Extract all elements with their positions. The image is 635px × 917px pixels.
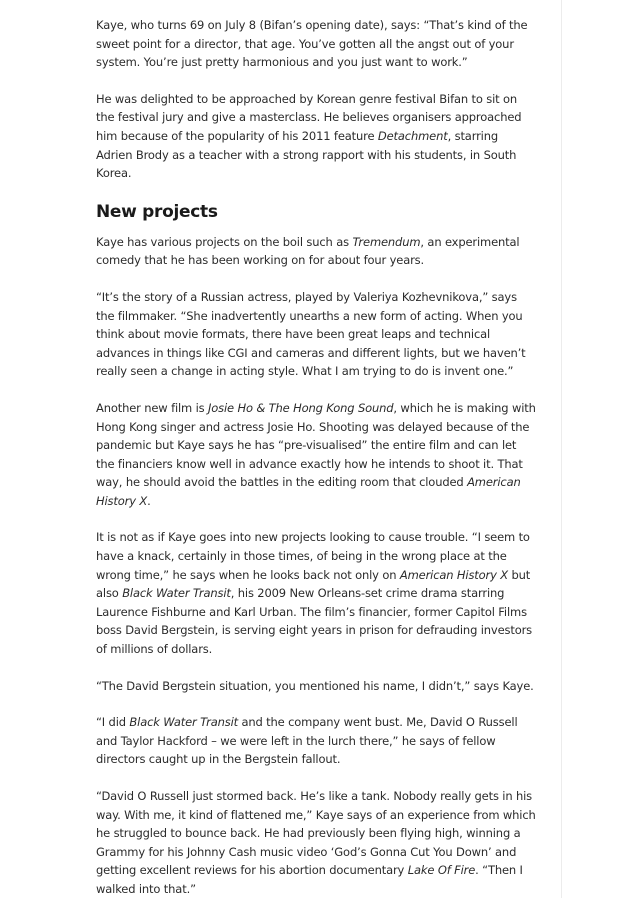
film-title: Josie Ho & The Hong Kong Sound <box>208 400 394 415</box>
paragraph-9: “David O Russell just stormed back. He’s like a tank. Nobody really gets in his way. With me, it kind of flattened me,” Kaye says of an experience from which he struggled to bounce back. He had previously been flying high, winning a Grammy for his Johnny Cash music video ‘God’s Gonna Cut You Down’ and getting excellent reviews for his abortion documentary Lake Of Fire. “Then I walked into that.” <box>96 789 536 896</box>
film-title: Detachment <box>377 128 448 143</box>
paragraph-3: Kaye has various projects on the boil such as Tremendum, an experimental comedy that he has been working on for about four years. <box>96 234 520 268</box>
paragraph-5: Another new film is Josie Ho & The Hong Kong Sound, which he is making with Hong Kong singer and actress Josie Ho. Shooting was delayed because of the pandemic but Kaye says he has “pre-visualised” the entire film and can let the financiers know well in advance exactly how he intends to shoot it. That way, he should avoid the battles in the editing room that clouded American History X. <box>96 400 536 508</box>
paragraph-1: Kaye, who turns 69 on July 8 (Bifan’s opening date), says: “That’s kind of the sweet point for a director, that age. You’ve gotten all the angst out of your system. You’re just pretty harmonious and you just want to work.” <box>96 18 528 70</box>
film-title: Black Water Transit <box>122 586 231 601</box>
film-title: Black Water Transit <box>129 715 238 730</box>
film-title: American History X <box>96 475 521 508</box>
film-title: Lake Of Fire <box>407 863 476 878</box>
paragraph-6: It is not as if Kaye goes into new projects looking to cause trouble. “I seem to have a knack, certainly in those times, of being in the wrong place at the wrong time,” he says when he looks back not only on American History X but also Black Water Transit, his 2009 New Orleans-set crime drama starring Laurence Fishburne and Karl Urban. The film’s financier, former Capitol Films boss David Bergstein, is serving eight years in prison for defrauding investors of millions of dollars. <box>96 530 532 657</box>
article-body <box>96 16 536 917</box>
paragraph-4: “It’s the story of a Russian actress, played by Valeriya Kozhevnikova,” says the filmmaker. “She inadvertently unearths a new form of acting. When you think about movie formats, there have been great leaps and technical advances in things like CGI and cameras and different lights, but we haven’t really seen a change in acting style. What I am trying to do is invent one.” <box>96 289 526 379</box>
page-edge-divider <box>561 0 562 898</box>
paragraph-2: He was delighted to be approached by Korean genre festival Bifan to sit on the festival jury and give a masterclass. He believes organisers approached him because of the popularity of his 2011 feature Detachment, starring Adrien Brody as a teacher with a strong rapport with his students, in South Korea. <box>96 91 522 181</box>
paragraph-7: “The David Bergstein situation, you mentioned his name, I didn’t,” says Kaye. <box>96 678 534 693</box>
film-title: American History X <box>399 567 509 582</box>
paragraph-8: “I did Black Water Transit and the company went bust. Me, David O Russell and Taylor Hackford – we were left in the lurch there,” he says of fellow directors caught up in the Bergstein fallout. <box>96 715 518 767</box>
film-title: Tremendum <box>352 234 421 249</box>
section-heading: New projects <box>96 201 218 222</box>
